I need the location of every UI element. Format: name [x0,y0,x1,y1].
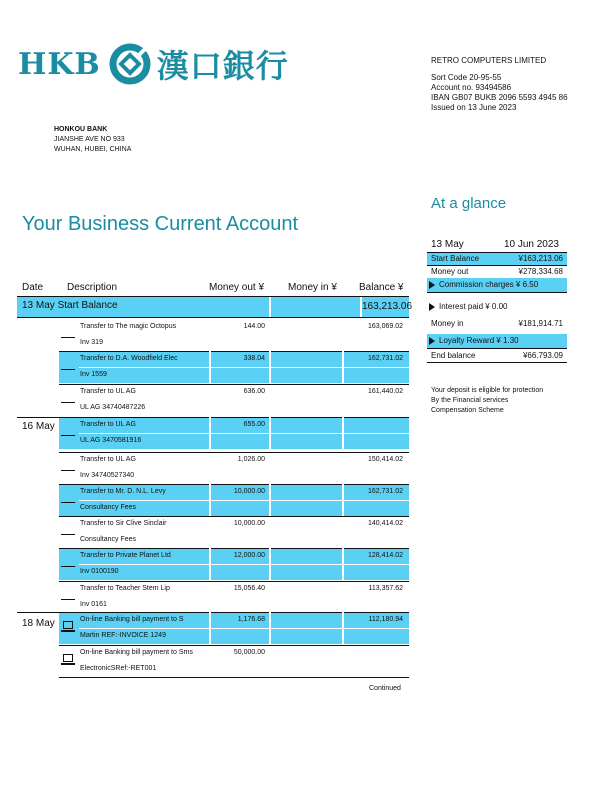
date-divider [17,612,59,613]
note-line1: Your deposit is eligible for protection [431,387,544,394]
table-row [59,351,409,383]
company-name: RETRO COMPUTERS LIMITED [431,56,547,65]
glance-money-in [427,317,567,331]
row-description: Transfer to Sir Clive Sinclair [80,520,167,527]
row-money-out: 338.04 [243,355,265,362]
row-description: Transfer to UL AG [80,388,136,395]
account-number: Account no. 93494586 [431,83,512,92]
glance-loyalty [427,334,567,349]
row-money-out: 655.00 [243,421,265,428]
sort-code: Sort Code 20-95-55 [431,73,502,82]
column-separator [269,297,271,317]
row-money-out: 10,000.00 [233,488,265,495]
row-description: On-line Banking bill payment to S [80,616,184,623]
row-balance: 163,069.02 [367,323,403,330]
glance-money-out [427,266,567,278]
computer-icon [63,654,73,662]
col-header-money-out: Money out ¥ [209,282,265,293]
table-bottom-border [59,677,409,678]
row-balance: 113,357.62 [368,585,403,592]
start-balance-value: ¥163,213.06 [518,254,563,263]
triangle-right-icon [429,281,435,289]
money-out-label: Money out [431,267,469,276]
table-row [59,484,409,516]
row-money-out: 15,056.40 [233,585,265,592]
table-row [59,612,409,644]
glance-end-balance [427,349,567,363]
row-balance: 161,440.02 [367,388,403,395]
row-reference: Inv 319 [80,339,103,346]
end-balance-value: ¥66.793.09 [522,351,563,360]
period-start: 13 May [431,239,464,250]
table-row [59,516,409,548]
row-balance: 112,180.94 [368,616,403,623]
bank-address-line2: WUHAN, HUBEI, CHINA [54,146,132,153]
row-description: Transfer to Private Planet Ltd [80,552,171,559]
date-divider [17,417,59,418]
bank-logo [18,44,289,84]
bank-address [54,125,131,155]
row-balance: 140,414.02 [367,520,403,527]
row-reference: UL AG 34740487226 [80,404,146,411]
logo-text: HKB [18,46,101,82]
date-label: 16 May [22,421,55,432]
table-row [59,452,409,484]
col-header-date: Date [22,282,44,293]
row-money-out: 50,000.00 [233,649,265,656]
bank-address-line1: JIANSHE AVE NO 933 [54,136,125,143]
glance-commission [427,278,567,293]
row-description: Transfer to UL AG [80,421,136,428]
table-row [59,384,409,416]
row-reference: Inv 1559 [80,371,107,378]
row-money-out: 12,000.00 [233,552,265,559]
row-balance: 128,414.02 [367,552,403,559]
computer-icon [63,621,73,629]
note-line3: Compensation Scheme [431,407,504,414]
row-description: Transfer to Mr. D. N.L. Levy [80,488,166,495]
glance-period [427,238,567,253]
company-info [431,56,568,113]
row-reference: Martin REF:-INVOICE 1249 [80,632,166,639]
triangle-right-icon [429,303,435,311]
row-reference: Consultancy Fees [80,536,137,543]
start-balance-row-label: 13 May Start Balance [22,300,118,311]
triangle-right-icon [429,337,435,345]
table-row [59,417,409,449]
hkb-swirl-icon [109,43,151,85]
table-row [59,548,409,580]
account-title: Your Business Current Account [22,213,299,235]
loyalty-text: Loyalty Reward ¥ 1.30 [439,336,519,345]
interest-text: Interest paid ¥ 0.00 [439,302,508,311]
row-reference: ElectronicSRef:-RET001 [80,665,157,672]
row-description: On-line Banking bill payment to Sms [80,649,193,656]
row-reference: Inv 0161 [80,601,107,608]
start-balance-row [17,297,413,318]
issued-date: Issued on 13 June 2023 [431,103,517,112]
col-header-balance: Balance ¥ [359,282,404,293]
row-description: Transfer to Teacher Stem Lip [80,585,170,592]
glance-start-balance [427,253,567,266]
row-reference: Inv 34740527340 [80,472,135,479]
continued-label: Continued [369,685,401,692]
row-description: Transfer to UL AG [80,456,136,463]
row-reference: Inv 0100190 [80,568,119,575]
money-out-value: ¥278,334.68 [518,267,563,276]
row-balance: 150,414.02 [367,456,403,463]
glance-interest [427,300,567,314]
money-in-label: Money in [431,319,464,328]
start-balance-row-value: 163,213.06 [360,297,411,317]
money-in-value: ¥181,914.71 [518,319,563,328]
note-line2: By the Financial services [431,397,509,404]
col-header-description: Description [67,282,118,293]
start-balance-label: Start Balance [431,254,480,263]
table-row [59,581,409,613]
iban: IBAN GB07 BUKB 2096 5593 4945 86 [431,93,568,102]
row-balance: 162,731.02 [367,355,403,362]
protection-note [431,386,543,416]
table-row [59,319,409,351]
row-balance: 162,731.02 [367,488,403,495]
glance-panel [427,238,567,363]
glance-title: At a glance [431,195,507,212]
table-row [59,645,409,677]
row-money-out: 1,176.68 [237,616,265,623]
row-money-out: 1,026.00 [237,456,265,463]
row-description: Transfer to The magic Octopus [80,323,177,330]
date-label: 18 May [22,618,55,629]
logo-chinese-text: 漢口銀行 [156,47,289,85]
bank-name: HONKOU BANK [54,126,108,133]
commission-text: Commission charges ¥ 6.50 [439,280,539,289]
row-reference: UL AG 3470581916 [80,437,142,444]
end-balance-label: End balance [431,351,476,360]
row-description: Transfer to D.A. Woodfield Elec [80,355,178,362]
row-reference: Consultancy Fees [80,504,137,511]
row-money-out: 144.00 [243,323,265,330]
period-end: 10 Jun 2023 [503,239,559,250]
row-money-out: 636.00 [243,388,265,395]
col-header-money-in: Money in ¥ [288,282,337,293]
row-money-out: 10,000.00 [233,520,265,527]
